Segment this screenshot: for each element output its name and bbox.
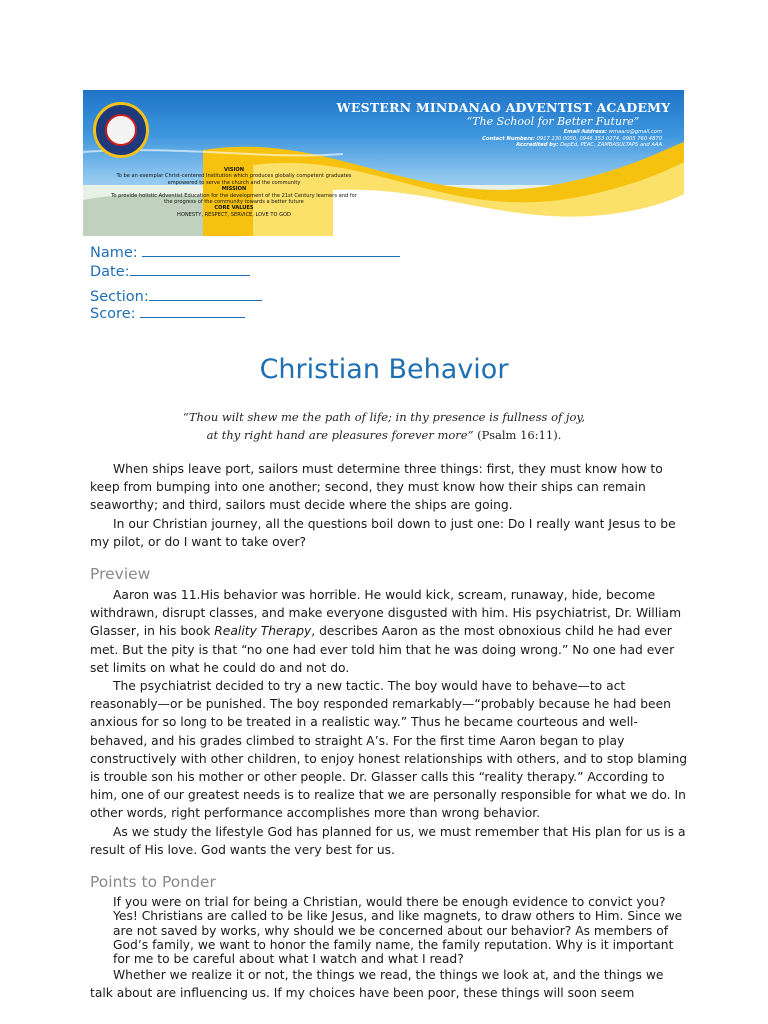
preview-paragraph-1 [90,586,688,677]
ponder-paragraph-1: If you were on trial for being a Christian, would there be enough evidence to convict you? Yes! Christians are called to be like Jesus, and like magnets, to draw others to Him. Since we are not saved by works, why should we be concerned about our behavior? As members of God’s family, we want to honor the family name, the family reputation. Why is it important for me to be careful about what I watch and what I read? [113,895,683,967]
page-title: Christian Behavior [259,354,509,385]
verse-line-2: at thy right hand are pleasures forever more” [206,428,474,442]
school-motto: “The School for Better Future” [466,115,640,128]
vision-text: To be an exemplar Christ-centered Institution which produces globally competent graduates empowered to serve the church and the community [116,173,352,186]
email-value: wmaaro@gmail.com [608,129,662,135]
core-values-title: CORE VALUES [214,205,254,212]
school-banner [83,90,684,236]
points-to-ponder-heading: Points to Ponder [90,873,216,891]
school-name: WESTERN MINDANAO ADVENTIST ACADEMY [336,100,671,115]
score-field [90,303,245,322]
name-blank[interactable] [142,242,400,257]
intro-paragraph-2: In our Christian journey, all the questions boil down to just one: Do I really want Jesus to be my pilot, or do I want to take over? [90,517,676,550]
preview-p1-start: Aaron was 11.His behavior was horrible. He would kick, scream, runaway, hide, become withdrawn, disrupt classes, and make everyone disgusted with him. His psychiatrist, Dr. William Glasser, in his book [90,588,682,639]
accredited-value: DepEd, PEAC, ZAMBASULTAPS and AAA [560,142,662,148]
mission-text: To provide holistic Adventist Education for the development of the 21st Century learners and for the progress of the community towards a better future [111,192,357,206]
ponder-paragraph-2: Whether we realize it or not, the things we read, the things we look at, and the things we talk about are influencing us. If my choices have been poor, these things will soon seem [90,968,664,1001]
intro-paragraph-1: When ships leave port, sailors must determine three things: first, they must know how to keep from bumping into one another; second, they must know how their ships can remain seaworthy; and third, sailors must decide where the ships are going. [90,462,663,513]
vision-title: VISION [224,167,244,173]
section-blank[interactable] [149,286,262,301]
date-blank[interactable] [130,261,250,276]
date-label: Date: [90,264,130,280]
score-blank[interactable] [140,303,245,318]
section-label: Section: [90,289,149,305]
vision-mission-values [109,167,359,218]
email-label: Email Address: [563,129,608,135]
name-label: Name: [90,245,138,261]
preview-paragraph-2: The psychiatrist decided to try a new tactic. The boy would have to behave—to act reasonably—or be punished. The boy responded remarkably—“probably because he had been anxious for so long to be treated in a realistic way.” Thus he became courteous and well-behaved, and his grades climbed to straight A’s. For the first time Aaron began to play constructively with other children, to enjoy honest relationships with others, and to stop blaming is trouble son his mother or other people. Dr. Glasser calls this “reality therapy.” According to him, one of our greatest needs is to realize that we are personally responsible for what we do. In other words, right performance accomplishes more than wrong behavior. [90,679,688,821]
preview-paragraph-3: As we study the lifestyle God has planned for us, we must remember that His plan for us is a result of His love. God wants the very best for us. [90,825,686,858]
book-title: Reality Therapy [214,624,312,639]
verse-reference: (Psalm 16:11). [477,428,562,442]
accredited-label: Accredited by: [516,142,559,148]
score-label: Score: [90,306,136,322]
school-seal-logo [93,102,149,158]
verse-line-1: “Thou wilt shew me the path of life; in thy presence is fullness of joy, [182,410,586,424]
mission-title: MISSION [221,186,247,193]
scripture-verse [0,408,768,444]
contact-label: Contact Numbers: [482,135,535,142]
preview-heading: Preview [90,565,151,583]
date-field [90,261,250,280]
core-values-text: HONESTY, RESPECT, SERVICE, LOVE TO GOD [177,211,291,218]
name-field [90,242,400,261]
preview-p1-end: , describes Aaron as the most obnoxious child he had ever met. But the pity is that “no one had ever told him that he was doing wrong.” No one had ever set limits on what he could do and not do. [90,624,675,675]
contact-block [482,129,662,149]
contact-value: 0917 130 0050, 0946 353 0274, 0905 760 4870 [536,135,662,142]
